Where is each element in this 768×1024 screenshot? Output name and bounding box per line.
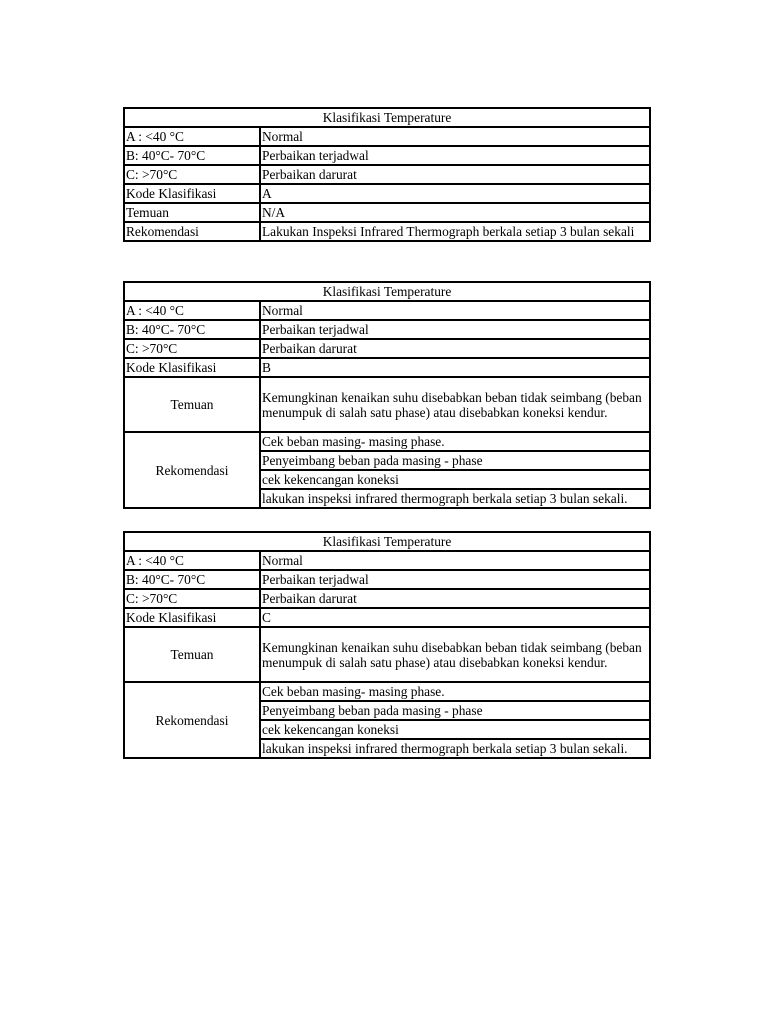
table-row [124, 551, 650, 570]
row-value: A [260, 184, 650, 203]
temuan-label: Temuan [124, 627, 260, 682]
rekomendasi-item: cek kekencangan koneksi [260, 720, 650, 739]
row-value: Normal [260, 301, 650, 320]
row-value: N/A [260, 203, 650, 222]
row-value: Lakukan Inspeksi Infrared Thermograph berkala setiap 3 bulan sekali [260, 222, 650, 241]
table-row [124, 222, 650, 241]
row-label: Rekomendasi [124, 222, 260, 241]
table-title: Klasifikasi Temperature [124, 532, 650, 551]
temuan-row [124, 627, 650, 682]
row-label: B: 40°C- 70°C [124, 146, 260, 165]
row-value: C [260, 608, 650, 627]
table-row [124, 320, 650, 339]
row-label: Kode Klasifikasi [124, 184, 260, 203]
row-label: Kode Klasifikasi [124, 358, 260, 377]
classification-table-b [123, 281, 651, 509]
classification-table-c [123, 531, 651, 759]
rekomendasi-label: Rekomendasi [124, 682, 260, 758]
table-title-row [124, 532, 650, 551]
row-value: B [260, 358, 650, 377]
rekomendasi-item: Penyeimbang beban pada masing - phase [260, 701, 650, 720]
table-title-row [124, 108, 650, 127]
row-value: Perbaikan darurat [260, 165, 650, 184]
table-row [124, 570, 650, 589]
rekomendasi-row [124, 682, 650, 701]
rekomendasi-item: lakukan inspeksi infrared thermograph berkala setiap 3 bulan sekali. [260, 489, 650, 508]
rekomendasi-item: Cek beban masing- masing phase. [260, 682, 650, 701]
row-value: Perbaikan terjadwal [260, 570, 650, 589]
row-label: C: >70°C [124, 165, 260, 184]
row-label: B: 40°C- 70°C [124, 570, 260, 589]
row-label: B: 40°C- 70°C [124, 320, 260, 339]
row-value: Perbaikan terjadwal [260, 146, 650, 165]
rekomendasi-item: Cek beban masing- masing phase. [260, 432, 650, 451]
temuan-text: Kemungkinan kenaikan suhu disebabkan beban tidak seimbang (beban menumpuk di salah satu phase) atau disebabkan koneksi kendur. [260, 627, 650, 682]
table-row [124, 608, 650, 627]
table-row [124, 301, 650, 320]
rekomendasi-label: Rekomendasi [124, 432, 260, 508]
table-row [124, 184, 650, 203]
temuan-text: Kemungkinan kenaikan suhu disebabkan beban tidak seimbang (beban menumpuk di salah satu phase) atau disebabkan koneksi kendur. [260, 377, 650, 432]
row-label: Kode Klasifikasi [124, 608, 260, 627]
rekomendasi-item: cek kekencangan koneksi [260, 470, 650, 489]
row-label: A : <40 °C [124, 301, 260, 320]
row-value: Perbaikan darurat [260, 339, 650, 358]
table-row [124, 146, 650, 165]
row-label: C: >70°C [124, 589, 260, 608]
table-row [124, 127, 650, 146]
temuan-row [124, 377, 650, 432]
table-row [124, 203, 650, 222]
table-row [124, 339, 650, 358]
classification-table-a [123, 107, 651, 242]
table-title: Klasifikasi Temperature [124, 108, 650, 127]
table-title-row [124, 282, 650, 301]
row-value: Normal [260, 551, 650, 570]
table-row [124, 165, 650, 184]
row-label: A : <40 °C [124, 551, 260, 570]
table-title: Klasifikasi Temperature [124, 282, 650, 301]
rekomendasi-row [124, 432, 650, 451]
rekomendasi-item: Penyeimbang beban pada masing - phase [260, 451, 650, 470]
row-label: A : <40 °C [124, 127, 260, 146]
row-value: Perbaikan darurat [260, 589, 650, 608]
temuan-label: Temuan [124, 377, 260, 432]
row-label: C: >70°C [124, 339, 260, 358]
table-row [124, 358, 650, 377]
row-value: Normal [260, 127, 650, 146]
row-value: Perbaikan terjadwal [260, 320, 650, 339]
table-row [124, 589, 650, 608]
rekomendasi-item: lakukan inspeksi infrared thermograph berkala setiap 3 bulan sekali. [260, 739, 650, 758]
row-label: Temuan [124, 203, 260, 222]
